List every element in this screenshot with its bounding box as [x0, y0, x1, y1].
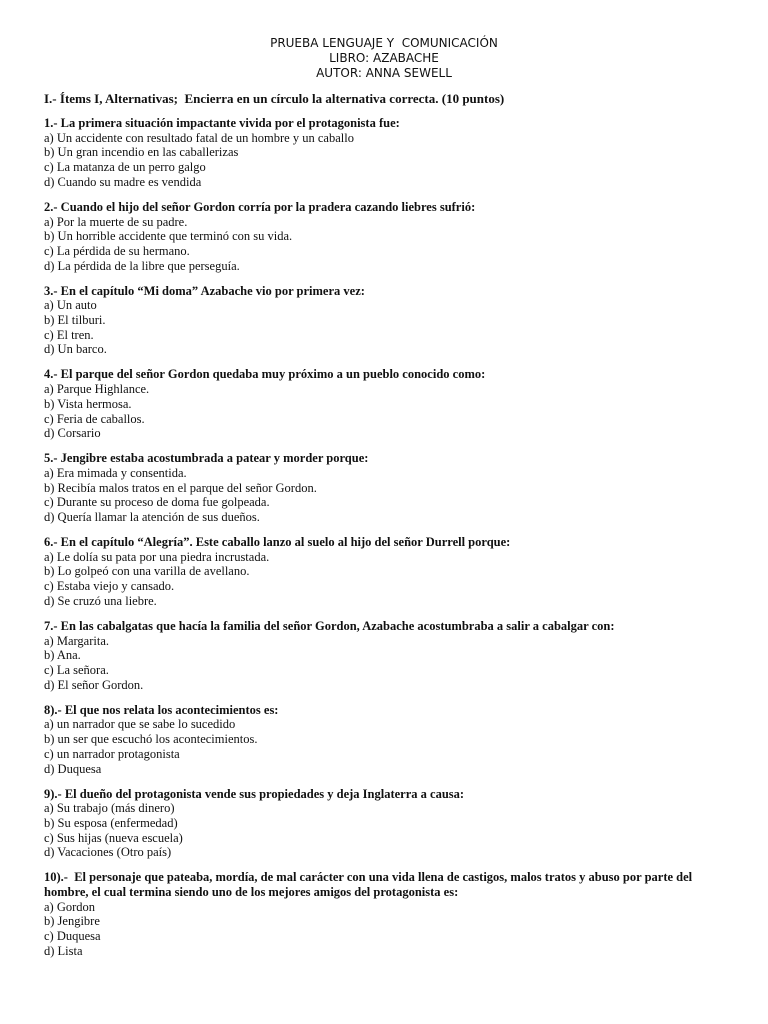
answer-option: b) El tilburi. — [44, 313, 106, 328]
answer-option: b) Jengibre — [44, 914, 100, 929]
answer-option: b) Recibía malos tratos en el parque del señor Gordon. — [44, 480, 317, 495]
answer-option: a) Su trabajo (más dinero) — [44, 801, 175, 816]
answer-option: a) Un auto — [44, 298, 97, 313]
question-9 — [44, 787, 734, 861]
book-title: LIBRO: AZABACHE — [329, 51, 439, 65]
question-text: 6.- En el capítulo “Alegría”. Este caballo lanzo al suelo al hijo del señor Durrell porque: — [44, 535, 511, 550]
question-7 — [44, 619, 734, 693]
answer-option: c) La señora. — [44, 662, 109, 677]
answer-option: d) Duquesa — [44, 761, 102, 776]
question-text: 10).- El personaje que pateaba, mordía, de mal carácter con una vida llena de castigos, malos tratos y abuso por parte del hombre, el cual termina siendo uno de los mejores amigos del protagonista es: — [44, 870, 696, 900]
answer-option: d) Corsario — [44, 426, 101, 441]
answer-option: d) Cuando su madre es vendida — [44, 174, 202, 189]
answer-option: d) Quería llamar la atención de sus dueños. — [44, 510, 260, 525]
answer-option: d) Vacaciones (Otro país) — [44, 845, 172, 860]
question-text: 1.- La primera situación impactante vivida por el protagonista fue: — [44, 116, 400, 130]
answer-option: a) Le dolía su pata por una piedra incrustada. — [44, 549, 270, 564]
section-instructions: I.- Ítems I, Alternativas; Encierra en un círculo la alternativa correcta. (10 puntos) — [44, 91, 505, 106]
answer-option: c) Feria de caballos. — [44, 411, 145, 426]
answer-option: b) un ser que escuchó los acontecimientos. — [44, 732, 258, 747]
answer-option: d) La pérdida de la libre que perseguía. — [44, 258, 240, 273]
question-2 — [44, 200, 734, 274]
question-text: 2.- Cuando el hijo del señor Gordon corría por la pradera cazando liebres sufrió: — [44, 199, 476, 214]
question-3 — [44, 284, 734, 358]
answer-option: b) Un horrible accidente que terminó con su vida. — [44, 229, 293, 244]
answer-option: d) Se cruzó una liebre. — [44, 593, 157, 608]
answer-option: a) Un accidente con resultado fatal de un hombre y un caballo — [44, 130, 354, 145]
question-6 — [44, 535, 734, 609]
answer-option: c) Estaba viejo y cansado. — [44, 579, 175, 594]
answer-option: c) Sus hijas (nueva escuela) — [44, 830, 183, 845]
question-text: 4.- El parque del señor Gordon quedaba muy próximo a un pueblo conocido como: — [44, 367, 486, 382]
answer-option: a) Parque Highlance. — [44, 382, 150, 397]
question-list — [44, 116, 734, 969]
document-header — [0, 36, 768, 81]
question-10 — [44, 870, 734, 958]
answer-option: a) Gordon — [44, 899, 96, 914]
answer-option: d) El señor Gordon. — [44, 677, 144, 692]
document-title: PRUEBA LENGUAJE Y COMUNICACIÓN — [270, 36, 498, 50]
author: AUTOR: ANNA SEWELL — [316, 66, 452, 80]
answer-option: d) Un barco. — [44, 342, 107, 357]
question-8 — [44, 703, 734, 777]
answer-option: c) La matanza de un perro galgo — [44, 160, 206, 175]
answer-option: a) Era mimada y consentida. — [44, 465, 187, 480]
answer-option: c) Durante su proceso de doma fue golpeada. — [44, 495, 270, 510]
question-text: 7.- En las cabalgatas que hacía la familia del señor Gordon, Azabache acostumbraba a salir a cabalgar con: — [44, 618, 615, 633]
answer-option: d) Lista — [44, 943, 83, 958]
question-1 — [44, 116, 734, 190]
answer-option: c) un narrador protagonista — [44, 746, 180, 761]
question-4 — [44, 367, 734, 441]
question-text: 3.- En el capítulo “Mi doma” Azabache vio por primera vez: — [44, 283, 365, 298]
answer-option: a) Margarita. — [44, 633, 110, 648]
answer-option: c) El tren. — [44, 327, 94, 342]
question-text: 8).- El que nos relata los acontecimientos es: — [44, 702, 279, 717]
question-5 — [44, 451, 734, 525]
answer-option: b) Su esposa (enfermedad) — [44, 815, 178, 830]
answer-option: c) La pérdida de su hermano. — [44, 243, 190, 258]
answer-option: c) Duquesa — [44, 929, 101, 944]
answer-option: a) Por la muerte de su padre. — [44, 214, 188, 229]
answer-option: b) Ana. — [44, 648, 81, 663]
question-text: 9).- El dueño del protagonista vende sus propiedades y deja Inglaterra a causa: — [44, 786, 465, 801]
answer-option: b) Vista hermosa. — [44, 396, 132, 411]
question-text: 5.- Jengibre estaba acostumbrada a patear y morder porque: — [44, 451, 369, 466]
answer-option: b) Lo golpeó con una varilla de avellano. — [44, 564, 250, 579]
answer-option: b) Un gran incendio en las caballerizas — [44, 145, 239, 160]
answer-option: a) un narrador que se sabe lo sucedido — [44, 717, 236, 732]
